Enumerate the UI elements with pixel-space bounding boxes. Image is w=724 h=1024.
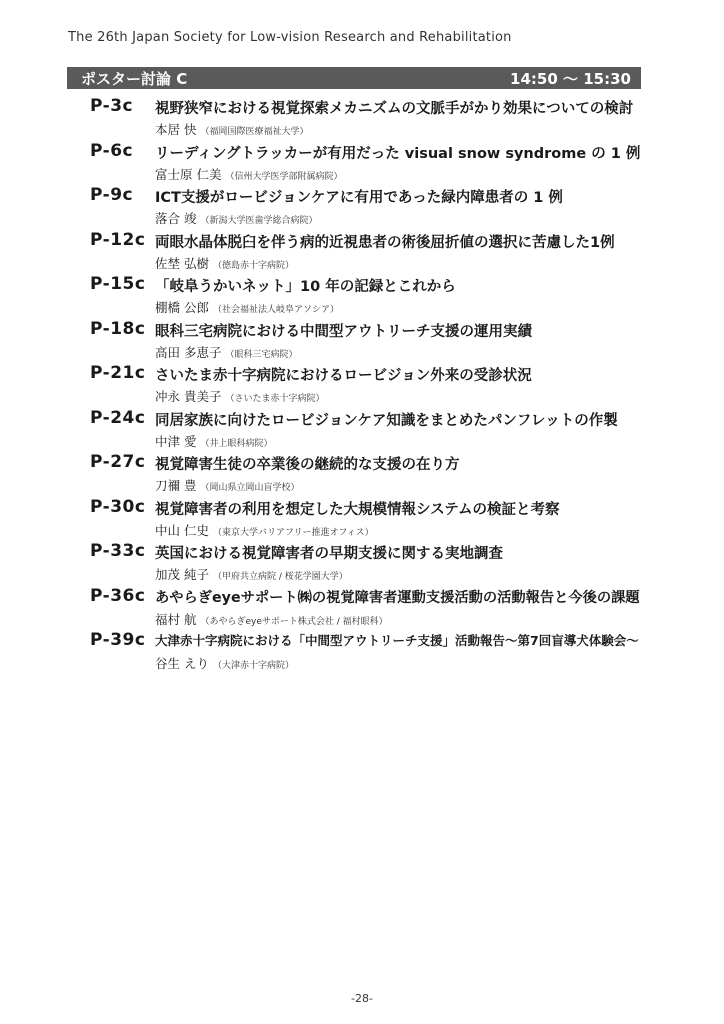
poster-author-line [155, 165, 343, 183]
poster-affiliation: （あやらぎeyeサポート株式会社 / 福村眼科） [200, 616, 388, 627]
poster-affiliation: （甲府共立病院 / 桜花学園大学） [212, 572, 348, 582]
poster-affiliation: （大津赤十字病院） [212, 661, 294, 671]
poster-id: P-36c [90, 585, 146, 606]
poster-affiliation: （社会福祉法人岐阜アソシア） [212, 305, 339, 315]
poster-author: 本居 快 [155, 122, 197, 137]
poster-id: P-15c [90, 274, 146, 294]
poster-id: P-39c [90, 630, 146, 650]
poster-entry [90, 274, 640, 319]
poster-affiliation: （新潟大学医歯学総合病院） [200, 216, 318, 226]
poster-author: 富士原 仁美 [155, 166, 222, 182]
poster-author-line [155, 120, 309, 138]
poster-author: 落合 竣 [155, 211, 197, 226]
poster-entry [90, 96, 640, 141]
poster-author: 福村 航 [155, 611, 197, 627]
poster-author-line [155, 387, 325, 405]
poster-affiliation: （眼科三宅病院） [225, 349, 298, 360]
poster-entry [90, 497, 640, 542]
poster-id: P-33c [90, 541, 146, 561]
poster-author-line [155, 298, 339, 316]
poster-author: 冲永 貴美子 [155, 389, 222, 404]
poster-title: ICT支援がロービジョンケアに有用であった緑内障患者の 1 例 [155, 190, 563, 206]
poster-title: 英国における視覚障害者の早期支援に関する実地調査 [155, 546, 503, 562]
poster-affiliation: （信州大学医学部附属病院） [225, 171, 343, 182]
poster-id: P-18c [90, 318, 146, 339]
poster-entry [90, 408, 640, 453]
poster-id: P-21c [90, 363, 146, 383]
poster-entry [90, 586, 640, 631]
poster-author: 高田 多恵子 [155, 344, 222, 360]
poster-entry [90, 363, 640, 408]
poster-id: P-24c [90, 407, 146, 428]
session-name: ポスター討論 C [81, 69, 188, 88]
session-bar [67, 67, 641, 89]
poster-title: 視野狭窄における視覚探索メカニズムの文脈手がかり効果についての検討 [155, 101, 634, 117]
poster-author-line [155, 654, 294, 672]
poster-title: あやらぎeyeサポート㈱の視覚障害者運動支援活動の活動報告と今後の課題 [155, 589, 640, 606]
poster-entry [90, 230, 640, 275]
poster-list [90, 96, 640, 675]
page-header-title: The 26th Japan Society for Low-vision Research and Rehabilitation [68, 30, 512, 45]
poster-author: 刀禰 豊 [155, 478, 197, 493]
poster-title: 視覚障害生徒の卒業後の継続的な支援の在り方 [155, 457, 460, 473]
poster-title: 大津赤十字病院における「中間型アウトリーチ支援」活動報告～第7回盲導犬体験会～ [155, 633, 639, 648]
poster-author-line [155, 565, 348, 583]
session-time: 14:50 ～ 15:30 [510, 69, 631, 88]
poster-id: P-27c [90, 452, 146, 472]
poster-affiliation: （さいたま赤十字病院） [225, 394, 325, 404]
poster-affiliation: （井上眼科病院） [200, 438, 273, 449]
poster-title: 両眼水晶体脱臼を伴う病的近視患者の術後屈折値の選択に苦慮した1例 [155, 234, 615, 251]
poster-title: 「岐阜うかいネット」10 年の記録とこれから [155, 279, 456, 295]
poster-id: P-6c [90, 140, 134, 161]
poster-title: さいたま赤十字病院におけるロービジョン外来の受診状況 [155, 368, 532, 384]
poster-author: 棚橋 公郎 [155, 300, 209, 315]
poster-entry [90, 452, 640, 497]
poster-author: 佐埜 弘樹 [155, 255, 209, 271]
poster-author: 中津 愛 [155, 433, 197, 449]
poster-author-line [155, 254, 294, 272]
poster-author-line [155, 476, 300, 494]
poster-title: 眼科三宅病院における中間型アウトリーチ支援の運用実績 [155, 323, 532, 340]
poster-title: リーディングトラッカーが有用だった visual snow syndrome の 1 例 [155, 145, 641, 162]
poster-entry [90, 541, 640, 586]
poster-entry [90, 185, 640, 230]
poster-id: P-3c [90, 96, 134, 116]
poster-affiliation: （徳島赤十字病院） [212, 260, 294, 271]
poster-entry [90, 630, 640, 675]
page-number: -28- [351, 992, 373, 1005]
poster-author-line [155, 209, 318, 227]
poster-id: P-30c [90, 496, 146, 517]
poster-entry [90, 319, 640, 364]
poster-entry [90, 141, 640, 186]
poster-id: P-9c [90, 185, 134, 205]
poster-affiliation: （東京大学バリアフリー推進オフィス） [212, 527, 374, 538]
poster-author-line [155, 610, 388, 628]
poster-title: 同居家族に向けたロービジョンケア知識をまとめたパンフレットの作製 [155, 412, 618, 429]
poster-author-line [155, 432, 273, 450]
poster-author: 谷生 えり [155, 656, 209, 671]
poster-author: 加茂 純子 [155, 567, 209, 582]
poster-title: 視覚障害者の利用を想定した大規模情報システムの検証と考察 [155, 501, 560, 518]
poster-author-line [155, 343, 298, 361]
poster-author: 中山 仁史 [155, 522, 209, 538]
poster-author-line [155, 521, 374, 539]
poster-affiliation: （岡山県立岡山盲学校） [200, 483, 300, 493]
poster-affiliation: （福岡国際医療福祉大学） [200, 127, 309, 137]
poster-id: P-12c [90, 229, 146, 250]
